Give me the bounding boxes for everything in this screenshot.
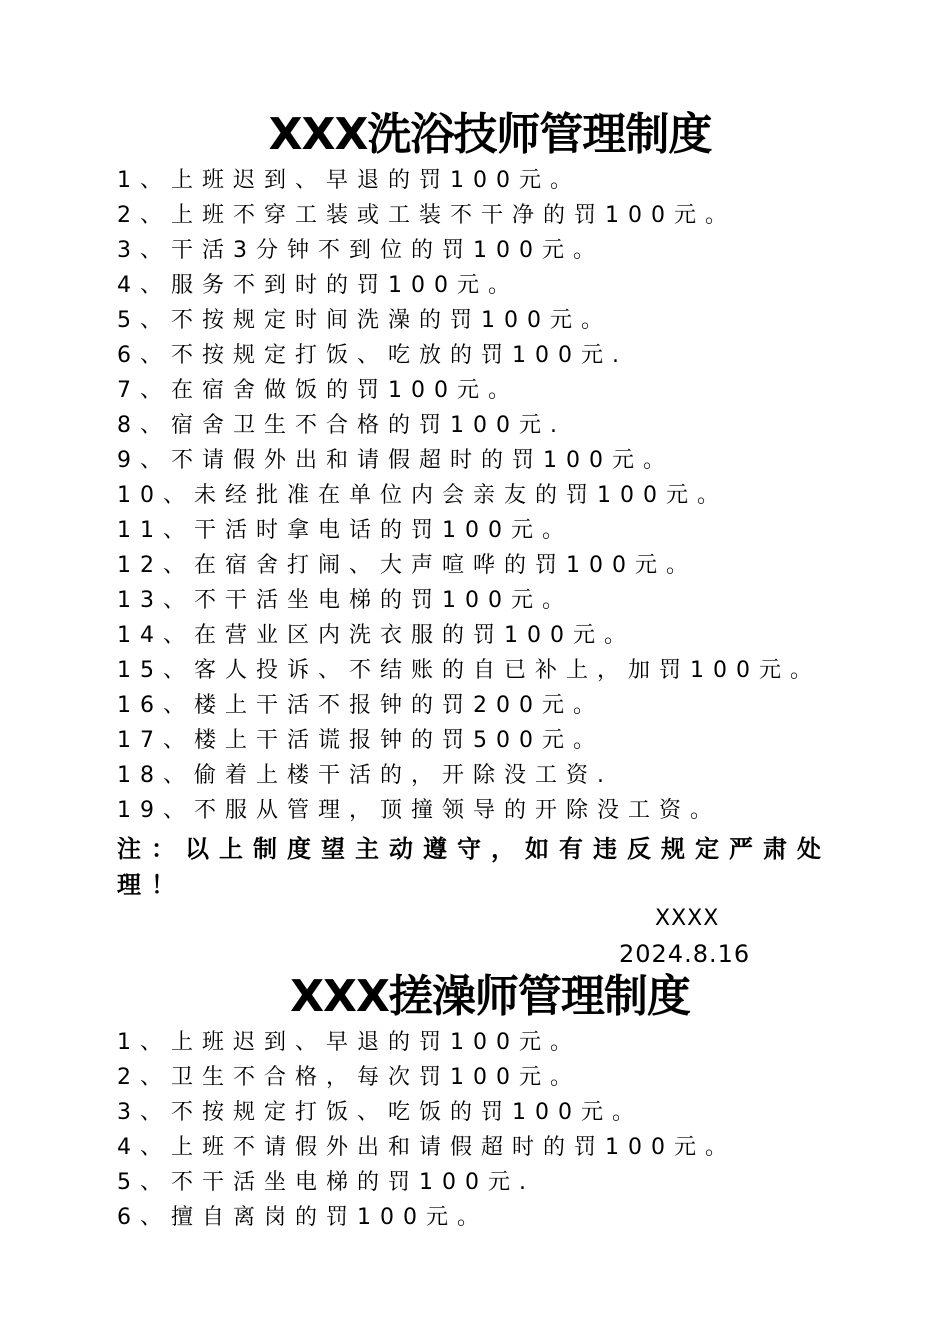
rule-item: 8、宿舍卫生不合格的罚100元. bbox=[117, 413, 566, 438]
rule-item: 3、干活3分钟不到位的罚100元。 bbox=[117, 238, 604, 263]
company-signature: XXXX bbox=[655, 906, 720, 931]
rule-item: 13、不干活坐电梯的罚100元。 bbox=[117, 588, 573, 613]
rule-item: 5、不干活坐电梯的罚100元. bbox=[117, 1170, 535, 1195]
scrubber-rules-list bbox=[117, 1025, 736, 1235]
policy-note: 注：以上制度望主动遵守，如有违反规定严肃处理！ bbox=[117, 835, 831, 899]
rule-item: 9、不请假外出和请假超时的罚100元。 bbox=[117, 448, 674, 473]
rule-item: 19、不服从管理，顶撞领导的开除没工资。 bbox=[117, 798, 721, 823]
document-title-scrubber: XXX搓澡师管理制度 bbox=[290, 971, 690, 1022]
rule-item: 17、楼上干活谎报钟的罚500元。 bbox=[117, 728, 604, 753]
rule-item: 14、在营业区内洗衣服的罚100元。 bbox=[117, 623, 635, 648]
rule-item: 16、楼上干活不报钟的罚200元。 bbox=[117, 693, 604, 718]
rule-item: 10、未经批准在单位内会亲友的罚100元。 bbox=[117, 483, 728, 508]
rule-item: 2、上班不穿工装或工装不干净的罚100元。 bbox=[117, 203, 736, 228]
rule-item: 1、上班迟到、早退的罚100元。 bbox=[117, 1030, 581, 1055]
rule-item: 11、干活时拿电话的罚100元。 bbox=[117, 518, 573, 543]
rule-item: 15、客人投诉、不结账的自已补上，加罚100元。 bbox=[117, 658, 821, 683]
rule-item: 5、不按规定时间洗澡的罚100元。 bbox=[117, 308, 612, 333]
rule-item: 6、擅自离岗的罚100元。 bbox=[117, 1205, 488, 1230]
rule-item: 4、上班不请假外出和请假超时的罚100元。 bbox=[117, 1135, 736, 1160]
rule-item: 4、服务不到时的罚100元。 bbox=[117, 273, 519, 298]
rule-item: 6、不按规定打饭、吃放的罚100元. bbox=[117, 343, 628, 368]
document-date: 2024.8.16 bbox=[619, 940, 751, 968]
rule-item: 7、在宿舍做饭的罚100元。 bbox=[117, 378, 519, 403]
rule-item: 3、不按规定打饭、吃饭的罚100元。 bbox=[117, 1100, 643, 1125]
rule-item: 12、在宿舍打闹、大声喧哗的罚100元。 bbox=[117, 553, 697, 578]
rule-item: 1、上班迟到、早退的罚100元。 bbox=[117, 168, 581, 193]
rule-item: 2、卫生不合格，每次罚100元。 bbox=[117, 1065, 581, 1090]
technician-rules-list bbox=[117, 163, 821, 828]
rule-item: 18、偷着上楼干活的，开除没工资. bbox=[117, 763, 613, 788]
document-title-technician: XXX洗浴技师管理制度 bbox=[268, 109, 712, 160]
